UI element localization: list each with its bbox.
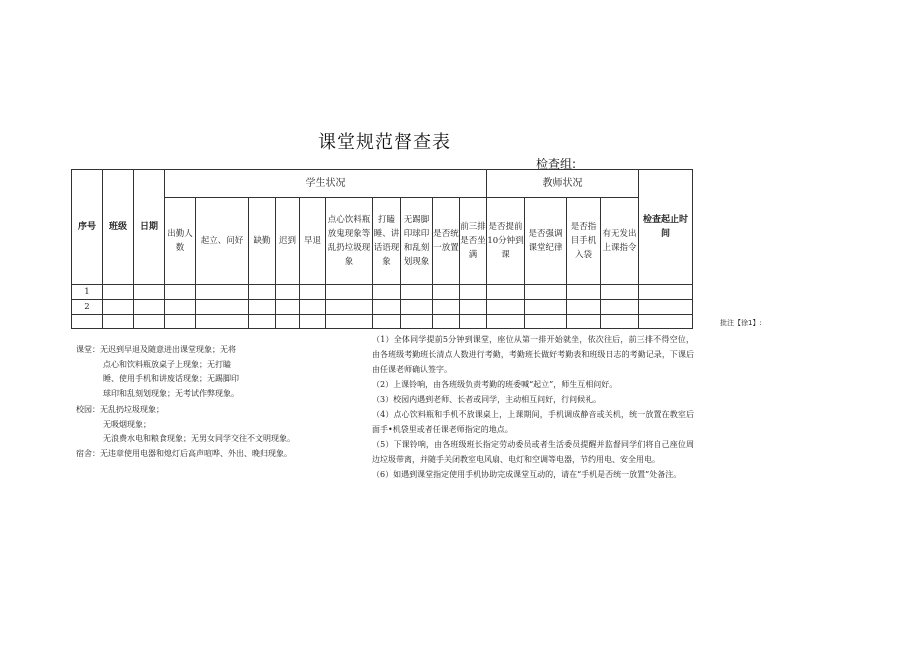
header-stand-greet: 起立、问好 [196, 198, 249, 285]
rule-line: 点心和饮料瓶放桌子上现象；无打瞌 [103, 359, 231, 369]
rule-line: 无吸烟现象； [103, 419, 151, 429]
rule-paragraph: （6）如遇到课堂指定使用手机协助完成课堂互动的，请在“手机是否统一放置”处备注。 [372, 470, 682, 479]
header-teacher-group: 教师状况 [487, 170, 639, 198]
header-footprint: 无踢脚印球印和乱刻划现象 [401, 198, 433, 285]
header-teacher-early: 是否提前10分钟到课 [487, 198, 525, 285]
header-date: 日期 [134, 170, 165, 285]
rules-right [372, 332, 694, 482]
header-late: 迟到 [276, 198, 300, 285]
table-row [72, 300, 693, 315]
header-class: 班级 [103, 170, 134, 285]
rule-paragraph: （4）点心饮料瓶和手机不放课桌上，上课期间，手机调成静音或关机，统一放置在教室后面手•机袋里或者任课老师指定的地点。 [372, 410, 694, 434]
rule-line: 球印和乱刻划现象；无考试作弊现象。 [103, 388, 239, 398]
rule-line: 课堂：无迟到早退及随意进出课堂现象；无将 [76, 345, 236, 354]
header-discipline: 是否强调课堂纪律 [525, 198, 567, 285]
rule-paragraph: （2）上课铃响，由各班级负责考勤的班委喊“起立”，师生互相问好。 [372, 380, 618, 389]
table-row [72, 315, 693, 329]
rule-paragraph: （3）校园内遇到老师、长者或同学，主动相互问好，行问候礼。 [372, 395, 602, 404]
table-row [72, 285, 693, 300]
header-seq: 序号 [72, 170, 103, 285]
inspection-table [71, 169, 693, 329]
page-title: 课堂规范督查表 [318, 132, 451, 153]
row-number [72, 315, 103, 329]
header-check-time: 检查起止时间 [639, 170, 693, 285]
header-phone-bag: 是否指目手机入袋 [567, 198, 601, 285]
header-class-start: 有无发出上课指令 [601, 198, 639, 285]
row-number: 1 [72, 285, 103, 300]
checker-label: 检查组: [536, 157, 577, 171]
annotation-note: 批注【徐1】: [720, 319, 762, 327]
rules-left [76, 343, 366, 461]
row-number: 2 [72, 300, 103, 315]
header-litter: 点心饮料瓶放鬼现象等乱扔垃圾现象 [326, 198, 373, 285]
rule-paragraph: （5）下课铃响，由各班级班长指定劳动委员或者生活委员提醒并监督同学们将自己座位周边垃圾带离，并随手关闭教室电风扇、电灯和空调等电器，节约用电、安全用电。 [372, 440, 694, 464]
rule-line: 睡、使用手机和讲废话现象；无踢脚印 [103, 374, 239, 383]
header-student-group: 学生状况 [165, 170, 487, 198]
header-sleep-talk: 打瞌睡、讲话语现象 [373, 198, 401, 285]
header-front-rows: 前三排是否坐满 [460, 198, 487, 285]
header-absence: 缺勤 [249, 198, 276, 285]
header-leave-early: 早退 [300, 198, 326, 285]
rule-line: 无浪费水电和粮食现象；无男女同学交往不文明现象。 [103, 434, 295, 443]
header-phone-placed: 是否统一放置 [433, 198, 460, 285]
rule-paragraph: （1）全体同学提前5分钟到课堂，座位从第一排开始就坐，依次往后，前三排不得空位，由各班级考勤班长清点人数进行考勤，考勤班长做好考勤表和班级日志的考勤记录，下课后由任课老师确认签字。 [372, 335, 694, 374]
rule-line: 校园：无乱扔垃圾现象； [76, 405, 164, 414]
header-attendance: 出勤人数 [165, 198, 196, 285]
rule-line: 宿舍：无违章使用电器和熄灯后高声喧哗、外出、晚归现象。 [76, 448, 292, 458]
